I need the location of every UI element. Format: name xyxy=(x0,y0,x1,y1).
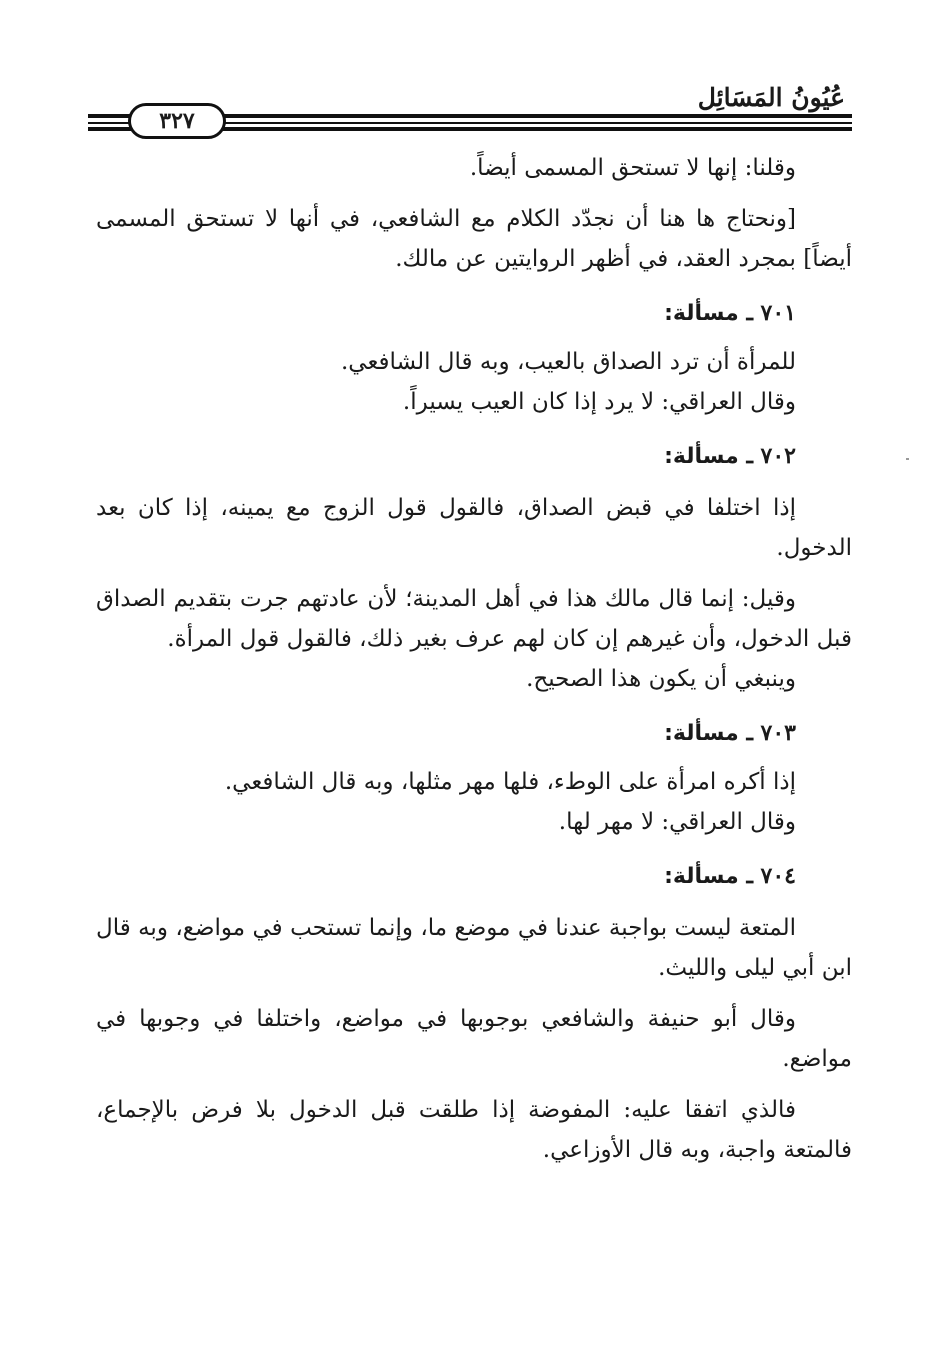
page-number-badge xyxy=(128,103,226,139)
paragraph: فالذي اتفقا عليه: المفوضة إذا طلقت قبل الدخول بلا فرض بالإجماع، فالمتعة واجبة، وبه قال الأوزاعي. xyxy=(96,1097,852,1163)
paragraph: للمرأة أن ترد الصداق بالعيب، وبه قال الشافعي. xyxy=(340,349,796,375)
paragraph: وقال أبو حنيفة والشافعي بوجوبها في مواضع، واختلفا في وجوبها في مواضع. xyxy=(96,1006,852,1072)
masala-word: مسألة: xyxy=(664,301,739,326)
paragraph: المتعة ليست بواجبة عندنا في موضع ما، وإنما تستحب في مواضع، وبه قال ابن أبي ليلى والليث. xyxy=(96,915,852,981)
paragraph: وينبغي أن يكون هذا الصحيح. xyxy=(526,666,796,692)
masala-heading xyxy=(96,856,852,897)
masala-number: ٧٠٣ ـ xyxy=(746,720,796,746)
paragraph: إذا أكره امرأة على الوطء، فلها مهر مثلها، وبه قال الشافعي. xyxy=(224,769,796,795)
paragraph: وقال العراقي: لا مهر لها. xyxy=(558,809,796,835)
scan-speck xyxy=(906,458,909,460)
masala-heading xyxy=(96,713,852,754)
masala-number: ٧٠٢ ـ xyxy=(746,443,796,469)
page-header xyxy=(0,0,927,150)
paragraph: وقال العراقي: لا يرد إذا كان العيب يسيراً. xyxy=(402,389,796,415)
paragraph: وقلنا: إنها لا تستحق المسمى أيضاً. xyxy=(469,155,796,181)
masala-number: ٧٠١ ـ xyxy=(746,300,796,326)
paragraph: إذا اختلفا في قبض الصداق، فالقول قول الزوج مع يمينه، إذا كان بعد الدخول. xyxy=(96,495,852,561)
book-title: عُيُونُ المَسَائِل xyxy=(697,83,845,112)
masala-word: مسألة: xyxy=(664,864,739,889)
masala-heading xyxy=(96,293,852,334)
page-number: ٣٢٧ xyxy=(159,108,195,134)
paragraph: [ونحتاج ها هنا أن نجدّد الكلام مع الشافعي، في أنها لا تستحق المسمى أيضاً] بمجرد العقد، في أظهر الروايتين عن مالك. xyxy=(96,206,852,272)
masala-word: مسألة: xyxy=(664,721,739,746)
masala-heading xyxy=(96,436,852,477)
masala-number: ٧٠٤ ـ xyxy=(746,863,796,889)
masala-word: مسألة: xyxy=(664,444,739,469)
page-body xyxy=(96,148,852,1170)
paragraph: وقيل: إنما قال مالك هذا في أهل المدينة؛ لأن عادتهم جرت بتقديم الصداق قبل الدخول، وأن غيرهم إن كان لهم عرف بغير ذلك، فالقول قول المرأة. xyxy=(96,586,852,652)
